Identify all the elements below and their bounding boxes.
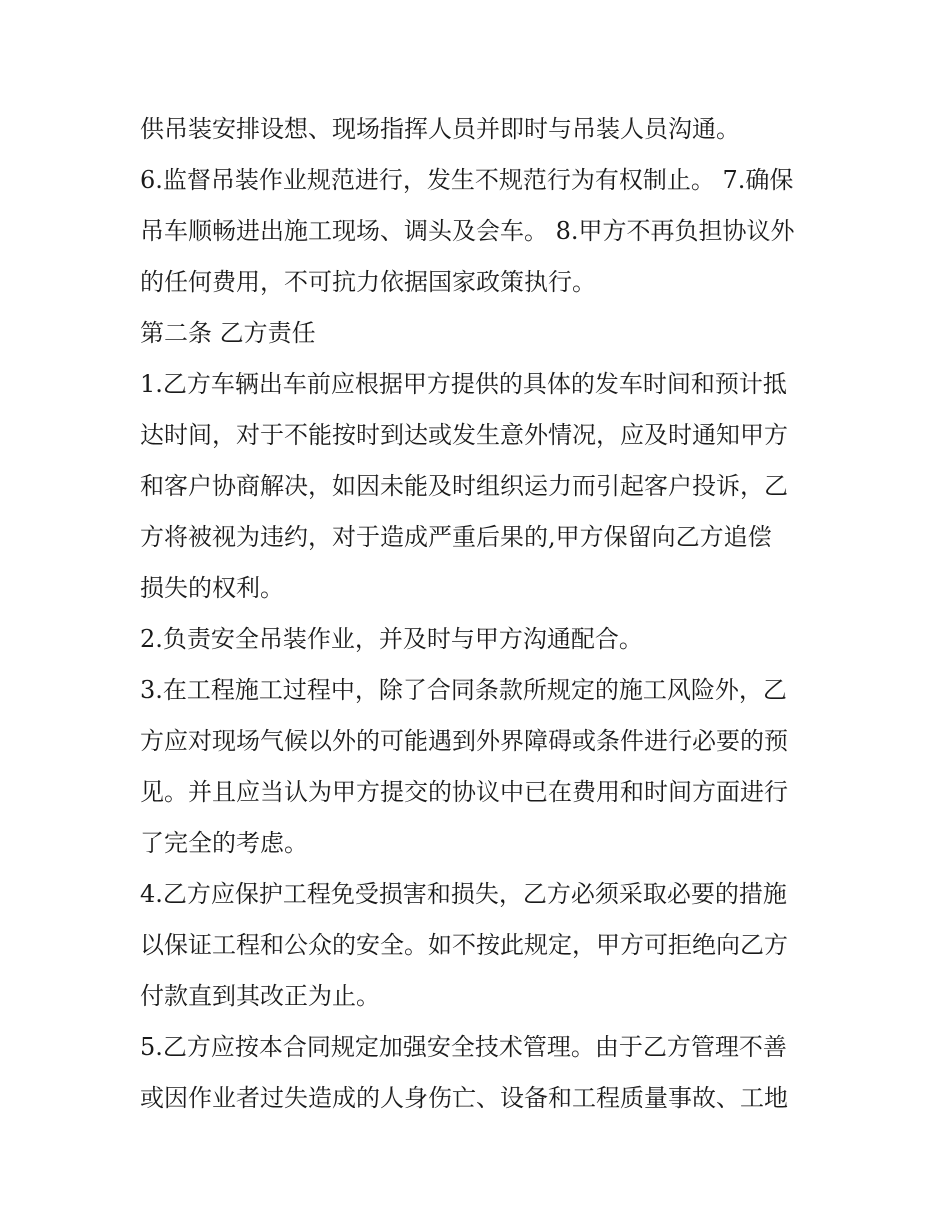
- text-line: 损失的权利。: [140, 574, 284, 602]
- text-line: 3.在工程施工过程中，除了合同条款所规定的施工风险外，乙: [140, 676, 787, 704]
- text-line: 达时间，对于不能按时到达或发生意外情况，应及时通知甲方: [140, 421, 788, 449]
- text-line: 供吊装安排设想、现场指挥人员并即时与吊装人员沟通。: [140, 115, 740, 143]
- text-line: 付款直到其改正为止。: [140, 982, 380, 1010]
- text-line: 吊车顺畅进出施工现场、调头及会车。 8.甲方不再负担协议外: [140, 217, 795, 245]
- text-line: 5.乙方应按本合同规定加强安全技术管理。由于乙方管理不善: [140, 1033, 787, 1061]
- text-line: 6.监督吊装作业规范进行，发生不规范行为有权制止。 7.确保: [140, 166, 794, 194]
- text-line: 1.乙方车辆出车前应根据甲方提供的具体的发车时间和预计抵: [140, 370, 787, 398]
- text-line: 和客户协商解决，如因未能及时组织运力而引起客户投诉，乙: [140, 472, 788, 500]
- text-line: 4.乙方应保护工程免受损害和损失，乙方必须采取必要的措施: [140, 880, 787, 908]
- text-line: 了完全的考虑。: [140, 829, 308, 857]
- text-line: 方将被视为违约，对于造成严重后果的,甲方保留向乙方追偿: [140, 523, 772, 551]
- text-line: 2.负责安全吊装作业，并及时与甲方沟通配合。: [140, 625, 643, 653]
- text-line: 的任何费用，不可抗力依据国家政策执行。: [140, 268, 596, 296]
- text-line: 方应对现场气候以外的可能遇到外界障碍或条件进行必要的预: [140, 727, 788, 755]
- text-line: 以保证工程和公众的安全。如不按此规定，甲方可拒绝向乙方: [140, 931, 788, 959]
- section-heading: 第二条 乙方责任: [140, 319, 316, 347]
- document-body: [140, 107, 820, 1127]
- text-line: 或因作业者过失造成的人身伤亡、设备和工程质量事故、工地: [140, 1084, 788, 1112]
- text-line: 见。并且应当认为甲方提交的协议中已在费用和时间方面进行: [140, 778, 788, 806]
